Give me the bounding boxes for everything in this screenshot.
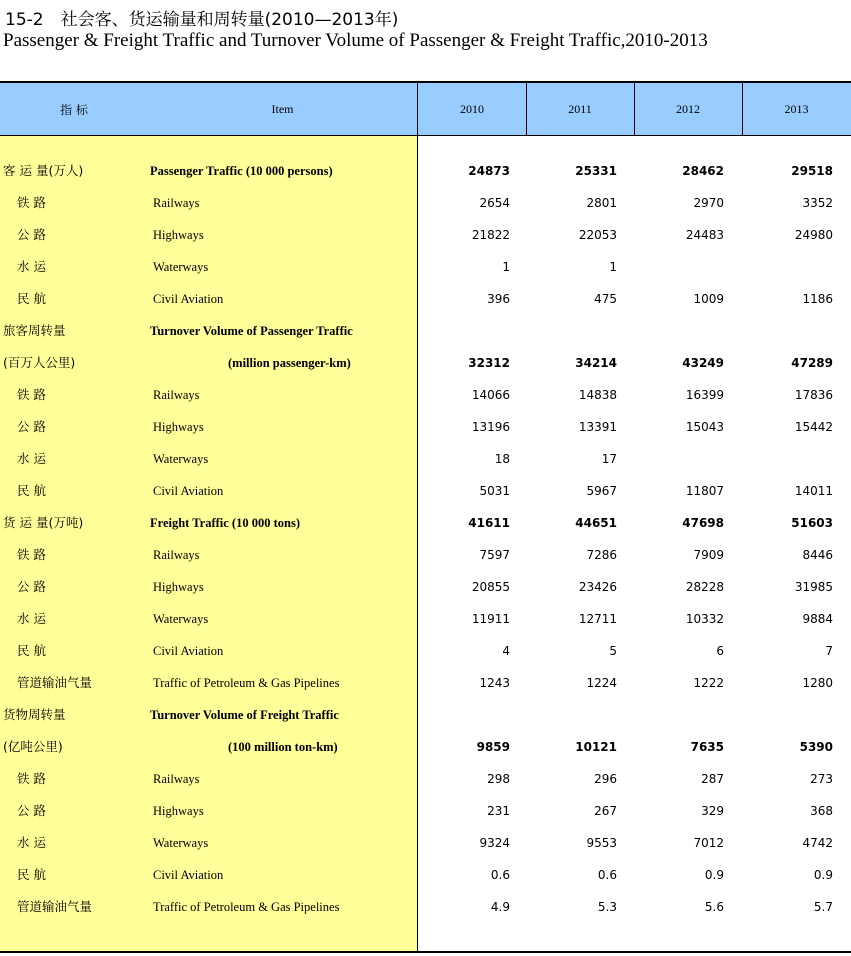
table-bottom-border <box>0 951 851 953</box>
cell-value-2013: 9884 <box>802 612 833 626</box>
cell-value-2011: 9553 <box>586 836 617 850</box>
cell-value-2010: 32312 <box>468 356 510 370</box>
cell-value-2010: 7597 <box>479 548 510 562</box>
table-row <box>0 699 851 731</box>
row-label-chinese: 水 运 <box>17 451 46 466</box>
cell-value-2011: 5.3 <box>597 900 617 914</box>
cell-value-2010: 9324 <box>479 836 510 850</box>
cell-value-2012: 287 <box>701 772 724 786</box>
cell-value-2012: 47698 <box>682 516 724 530</box>
cell-value-2011: 13391 <box>578 420 617 434</box>
cell-value-2010: 231 <box>487 804 510 818</box>
cell-value-2013: 273 <box>810 772 833 786</box>
cell-value-2013: 17836 <box>794 388 833 402</box>
row-label-english: Railways <box>153 196 200 210</box>
header-divider <box>742 83 743 136</box>
cell-value-2012: 7909 <box>693 548 724 562</box>
cell-value-2012: 5.6 <box>704 900 724 914</box>
row-label-english: Waterways <box>153 452 209 466</box>
cell-value-2013: 7 <box>825 644 833 658</box>
table-row <box>0 251 851 283</box>
cell-value-2010: 2654 <box>479 196 510 210</box>
row-label-english: Highways <box>153 228 204 242</box>
row-label-english: Turnover Volume of Passenger Traffic <box>150 324 353 338</box>
cell-value-2013: 15442 <box>794 420 833 434</box>
cell-value-2010: 21822 <box>471 228 510 242</box>
cell-value-2010: 4.9 <box>490 900 510 914</box>
cell-value-2010: 24873 <box>468 164 510 178</box>
cell-value-2010: 41611 <box>468 516 510 530</box>
cell-value-2010: 4 <box>502 644 510 658</box>
row-label-english: Civil Aviation <box>153 484 224 498</box>
cell-value-2011: 2801 <box>586 196 617 210</box>
cell-value-2010: 396 <box>487 292 510 306</box>
cell-value-2013: 29518 <box>791 164 833 178</box>
table-row <box>0 603 851 635</box>
table-row <box>0 667 851 699</box>
row-label-english: Waterways <box>153 612 209 626</box>
cell-value-2011: 23426 <box>578 580 617 594</box>
table-row <box>0 315 851 347</box>
table-row <box>0 539 851 571</box>
cell-value-2012: 1222 <box>693 676 724 690</box>
cell-value-2012: 1009 <box>693 292 724 306</box>
table-row <box>0 795 851 827</box>
cell-value-2010: 11911 <box>471 612 510 626</box>
cell-value-2013: 8446 <box>802 548 833 562</box>
cell-value-2011: 7286 <box>586 548 617 562</box>
cell-value-2011: 296 <box>594 772 617 786</box>
cell-value-2013: 24980 <box>794 228 833 242</box>
cell-value-2012: 7012 <box>693 836 724 850</box>
cell-value-2010: 1243 <box>479 676 510 690</box>
cell-value-2012: 10332 <box>685 612 724 626</box>
row-label-english: Railways <box>153 772 200 786</box>
row-label-english: Waterways <box>153 260 209 274</box>
table-row <box>0 187 851 219</box>
table-row <box>0 891 851 923</box>
row-label-english: Civil Aviation <box>153 868 224 882</box>
cell-value-2013: 5390 <box>799 740 833 754</box>
cell-value-2010: 1 <box>502 260 510 274</box>
row-label-english: Highways <box>153 804 204 818</box>
cell-value-2011: 1 <box>609 260 617 274</box>
cell-value-2013: 31985 <box>794 580 833 594</box>
row-label-english: Freight Traffic (10 000 tons) <box>150 516 300 530</box>
cell-value-2010: 9859 <box>476 740 510 754</box>
cell-value-2010: 5031 <box>479 484 510 498</box>
cell-value-2011: 267 <box>594 804 617 818</box>
row-label-english: Turnover Volume of Freight Traffic <box>150 708 339 722</box>
cell-value-2012: 6 <box>716 644 724 658</box>
cell-value-2011: 1224 <box>586 676 617 690</box>
table-row <box>0 859 851 891</box>
row-label-english: Traffic of Petroleum & Gas Pipelines <box>153 676 340 690</box>
header-indicator: 指 标 <box>60 103 88 117</box>
cell-value-2012: 2970 <box>693 196 724 210</box>
row-label-chinese: 民 航 <box>17 643 46 658</box>
cell-value-2013: 1186 <box>802 292 833 306</box>
row-label-chinese: 公 路 <box>17 579 46 594</box>
cell-value-2010: 14066 <box>471 388 510 402</box>
table-row <box>0 475 851 507</box>
header-year-2013: 2013 <box>784 102 809 116</box>
header-year-2012: 2012 <box>676 102 700 116</box>
row-label-english: Passenger Traffic (10 000 persons) <box>150 164 333 178</box>
header-divider <box>526 83 527 136</box>
table-row <box>0 283 851 315</box>
cell-value-2011: 475 <box>594 292 617 306</box>
table-row <box>0 219 851 251</box>
cell-value-2013: 5.7 <box>813 900 833 914</box>
cell-value-2011: 0.6 <box>597 868 617 882</box>
cell-value-2011: 10121 <box>575 740 617 754</box>
cell-value-2012: 16399 <box>685 388 724 402</box>
row-label-english: Civil Aviation <box>153 644 224 658</box>
table-row <box>0 379 851 411</box>
row-label-english: Railways <box>153 388 200 402</box>
cell-value-2013: 3352 <box>802 196 833 210</box>
row-label-chinese: (亿吨公里) <box>3 739 63 754</box>
header-item: Item <box>271 102 294 116</box>
row-label-chinese: (百万人公里) <box>3 355 76 370</box>
table-row <box>0 155 851 187</box>
cell-value-2012: 24483 <box>685 228 724 242</box>
cell-value-2013: 47289 <box>791 356 833 370</box>
page-title-english: Passenger & Freight Traffic and Turnover Volume of Passenger & Freight Traffic,2010-2013 <box>3 30 708 51</box>
cell-value-2011: 22053 <box>578 228 617 242</box>
cell-value-2012: 11807 <box>685 484 724 498</box>
table-header <box>0 81 851 136</box>
row-label-chinese: 铁 路 <box>17 771 46 786</box>
row-label-english: (million passenger-km) <box>228 356 351 370</box>
table-row <box>0 571 851 603</box>
row-label-english: Civil Aviation <box>153 292 224 306</box>
cell-value-2011: 14838 <box>578 388 617 402</box>
row-label-chinese: 铁 路 <box>17 195 46 210</box>
cell-value-2013: 1280 <box>802 676 833 690</box>
row-label-english: Highways <box>153 580 204 594</box>
cell-value-2013: 4742 <box>802 836 833 850</box>
cell-value-2010: 13196 <box>471 420 510 434</box>
table-row <box>0 507 851 539</box>
table-row <box>0 635 851 667</box>
table-row <box>0 731 851 763</box>
cell-value-2012: 329 <box>701 804 724 818</box>
table-row <box>0 411 851 443</box>
cell-value-2011: 17 <box>601 452 617 466</box>
table-row <box>0 347 851 379</box>
row-label-chinese: 旅客周转量 <box>3 323 66 338</box>
cell-value-2012: 0.9 <box>704 868 724 882</box>
row-label-chinese: 货物周转量 <box>3 707 66 722</box>
row-label-chinese: 管道输油气量 <box>17 675 93 690</box>
row-label-english: (100 million ton-km) <box>228 740 338 754</box>
cell-value-2010: 20855 <box>471 580 510 594</box>
row-label-chinese: 水 运 <box>17 835 46 850</box>
data-table <box>0 81 851 953</box>
table-row <box>0 763 851 795</box>
row-label-english: Waterways <box>153 836 209 850</box>
row-label-chinese: 公 路 <box>17 803 46 818</box>
cell-value-2011: 5 <box>609 644 617 658</box>
cell-value-2012: 43249 <box>682 356 724 370</box>
row-label-chinese: 客 运 量(万人) <box>3 163 84 178</box>
row-label-chinese: 水 运 <box>17 259 46 274</box>
cell-value-2013: 368 <box>810 804 833 818</box>
row-label-chinese: 水 运 <box>17 611 46 626</box>
row-label-chinese: 公 路 <box>17 227 46 242</box>
cell-value-2013: 51603 <box>791 516 833 530</box>
header-year-2011: 2011 <box>568 102 592 116</box>
cell-value-2012: 15043 <box>685 420 724 434</box>
cell-value-2013: 14011 <box>794 484 833 498</box>
table-row <box>0 443 851 475</box>
cell-value-2011: 5967 <box>586 484 617 498</box>
table-row <box>0 827 851 859</box>
cell-value-2011: 44651 <box>575 516 617 530</box>
header-divider <box>634 83 635 136</box>
row-label-english: Highways <box>153 420 204 434</box>
cell-value-2011: 34214 <box>575 356 617 370</box>
cell-value-2013: 0.9 <box>813 868 833 882</box>
row-label-chinese: 铁 路 <box>17 547 46 562</box>
row-label-chinese: 货 运 量(万吨) <box>3 515 84 530</box>
row-label-chinese: 民 航 <box>17 291 46 306</box>
row-label-chinese: 民 航 <box>17 483 46 498</box>
cell-value-2010: 0.6 <box>490 868 510 882</box>
cell-value-2010: 18 <box>494 452 510 466</box>
cell-value-2010: 298 <box>487 772 510 786</box>
row-label-chinese: 管道输油气量 <box>17 899 93 914</box>
row-label-english: Railways <box>153 548 200 562</box>
row-label-chinese: 公 路 <box>17 419 46 434</box>
cell-value-2012: 28228 <box>685 580 724 594</box>
cell-value-2011: 25331 <box>575 164 617 178</box>
row-label-english: Traffic of Petroleum & Gas Pipelines <box>153 900 340 914</box>
cell-value-2012: 28462 <box>682 164 724 178</box>
page-title-chinese: 15-2 社会客、货运输量和周转量(2010—2013年) <box>5 10 399 30</box>
row-label-chinese: 民 航 <box>17 867 46 882</box>
row-label-chinese: 铁 路 <box>17 387 46 402</box>
header-year-2010: 2010 <box>460 102 484 116</box>
cell-value-2012: 7635 <box>690 740 724 754</box>
cell-value-2011: 12711 <box>578 612 617 626</box>
